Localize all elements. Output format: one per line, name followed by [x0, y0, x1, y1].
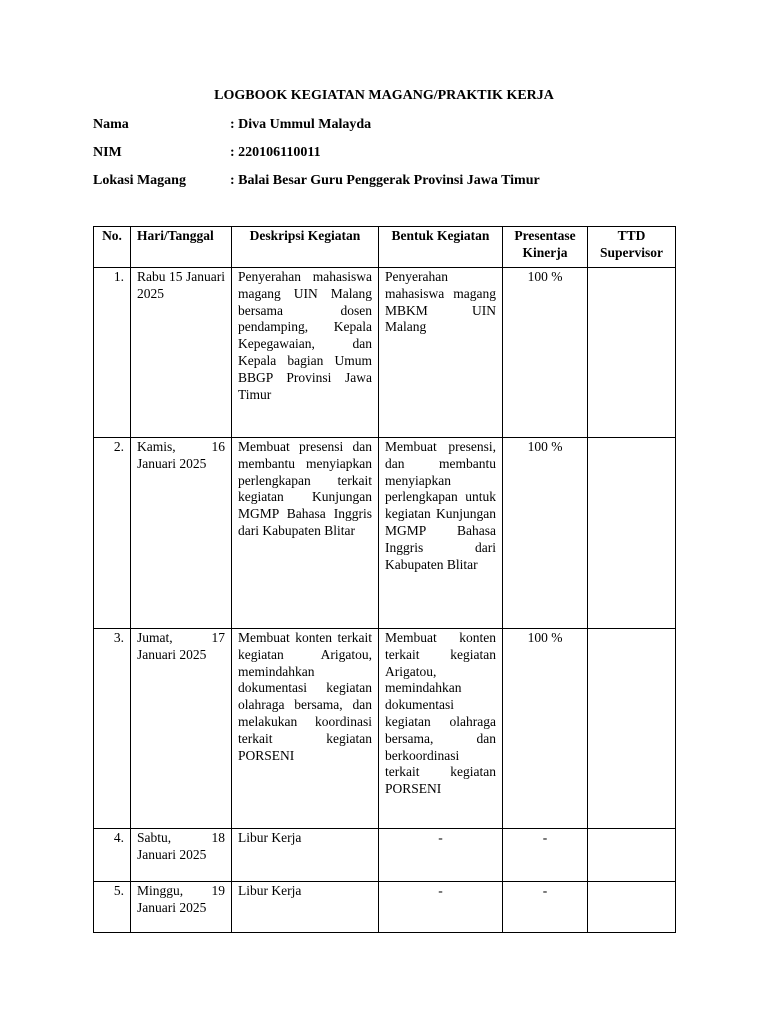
row-date: Jumat, 17 Januari 2025 — [131, 629, 232, 829]
row-number: 5. — [94, 882, 131, 933]
row-description: Libur Kerja — [232, 882, 379, 933]
header-performance: Presentase Kinerja — [503, 227, 588, 268]
row-form: - — [379, 882, 503, 933]
row-description: Penyerahan mahasiswa magang UIN Malang bersama dosen pendamping, Kepala Kepegawaian, dan Kepala bagian Umum BBGP Provinsi Jawa Timur — [232, 268, 379, 438]
row-number: 4. — [94, 829, 131, 882]
table-header-row — [94, 227, 676, 268]
table-row — [94, 629, 676, 829]
row-date: Sabtu, 18 Januari 2025 — [131, 829, 232, 882]
row-signature — [588, 882, 676, 933]
row-date: Rabu 15 Januari 2025 — [131, 268, 232, 438]
info-value: : Balai Besar Guru Penggerak Provinsi Jawa Timur — [230, 173, 540, 188]
info-label: NIM — [93, 145, 122, 160]
row-signature — [588, 268, 676, 438]
row-form: Membuat presensi, dan membantu menyiapkan perlengkapan untuk kegiatan Kunjungan MGMP Bahasa Inggris dari Kabupaten Blitar — [379, 438, 503, 629]
row-date: Minggu, 19 Januari 2025 — [131, 882, 232, 933]
header-signature: TTD Supervisor — [588, 227, 676, 268]
row-description: Membuat presensi dan membantu menyiapkan perlengkapan terkait kegiatan Kunjungan MGMP Bahasa Inggris dari Kabupaten Blitar — [232, 438, 379, 629]
header-no: No. — [94, 227, 131, 268]
info-row-lokasi — [93, 173, 540, 189]
row-form: Membuat konten terkait kegiatan Arigatou, memindahkan dokumentasi kegiatan olahraga bersama, dan berkoordinasi terkait kegiatan PORSENI — [379, 629, 503, 829]
row-signature — [588, 629, 676, 829]
info-value: : 220106110011 — [230, 145, 321, 160]
row-form: Penyerahan mahasiswa magang MBKM UIN Malang — [379, 268, 503, 438]
row-number: 1. — [94, 268, 131, 438]
info-row-nama — [93, 117, 371, 133]
header-description: Deskripsi Kegiatan — [232, 227, 379, 268]
table-row — [94, 829, 676, 882]
row-date: Kamis, 16 Januari 2025 — [131, 438, 232, 629]
row-performance: - — [503, 829, 588, 882]
row-performance: 100 % — [503, 268, 588, 438]
row-signature — [588, 829, 676, 882]
header-form: Bentuk Kegiatan — [379, 227, 503, 268]
info-row-nim — [93, 145, 321, 161]
header-date: Hari/Tanggal — [131, 227, 232, 268]
table-row — [94, 438, 676, 629]
page-title: LOGBOOK KEGIATAN MAGANG/PRAKTIK KERJA — [214, 88, 554, 103]
row-performance: 100 % — [503, 629, 588, 829]
row-signature — [588, 438, 676, 629]
logbook-table — [93, 226, 676, 933]
row-number: 3. — [94, 629, 131, 829]
info-label: Nama — [93, 117, 129, 132]
row-number: 2. — [94, 438, 131, 629]
info-label: Lokasi Magang — [93, 173, 186, 188]
table-row — [94, 882, 676, 933]
row-description: Membuat konten terkait kegiatan Arigatou, memindahkan dokumentasi kegiatan olahraga bersama, dan melakukan koordinasi terkait kegiatan PORSENI — [232, 629, 379, 829]
info-value: : Diva Ummul Malayda — [230, 117, 372, 132]
row-performance: 100 % — [503, 438, 588, 629]
row-form: - — [379, 829, 503, 882]
row-performance: - — [503, 882, 588, 933]
table-row — [94, 268, 676, 438]
row-description: Libur Kerja — [232, 829, 379, 882]
